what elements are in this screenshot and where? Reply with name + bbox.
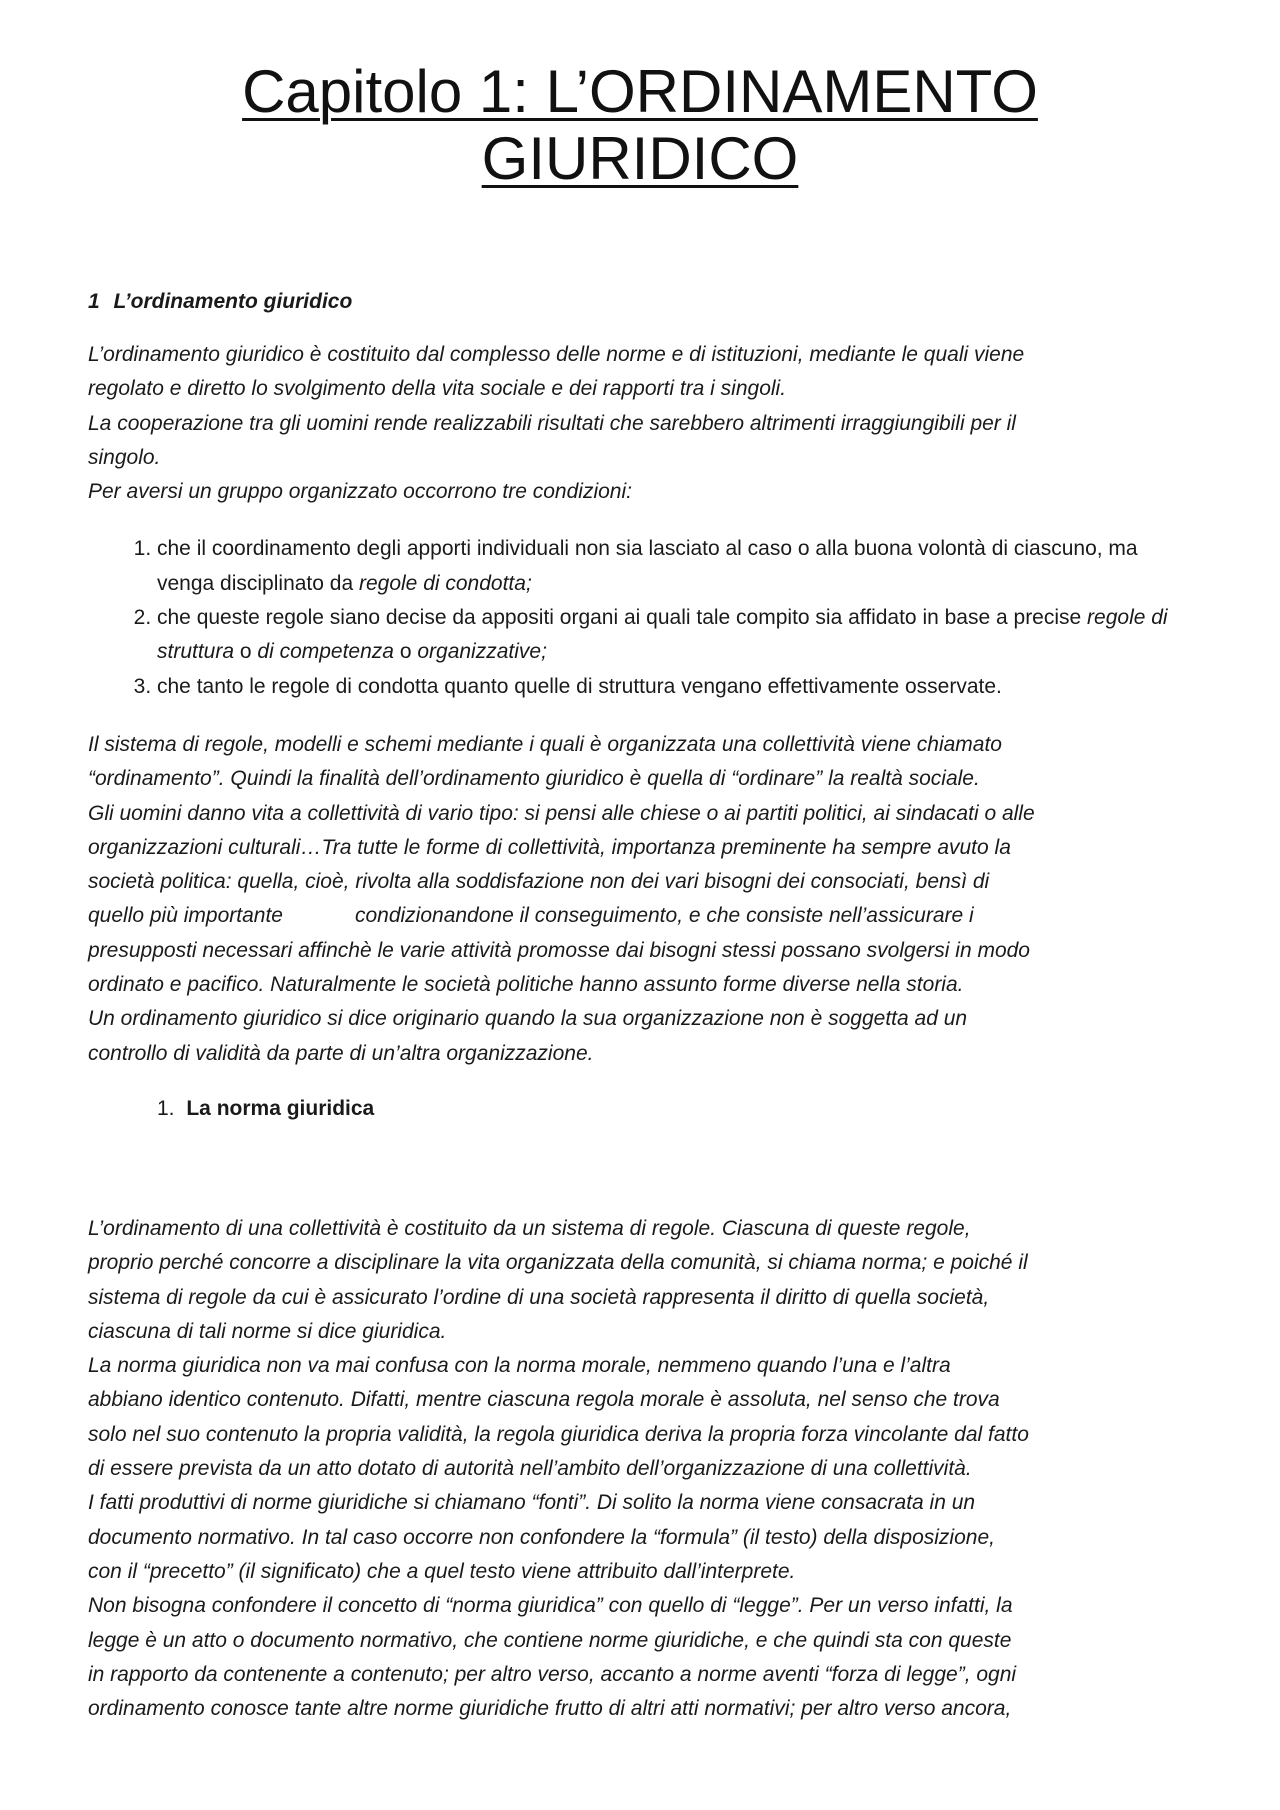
norma-paragraph xyxy=(88,1212,1192,1726)
text-line: abbiano identico contenuto. Difatti, mentre ciascuna regola morale è assoluta, nel senso che trova xyxy=(88,1388,1000,1412)
text-line: Per aversi un gruppo organizzato occorrono tre condizioni: xyxy=(88,480,632,504)
list-item-emphasis: organizzative; xyxy=(417,640,547,664)
text-fragment: quello più importante xyxy=(88,904,283,928)
text-line: singolo. xyxy=(88,445,161,469)
page-title xyxy=(88,58,1192,192)
list-item-emphasis: regole di struttura xyxy=(157,606,1168,664)
text-line: “ordinamento”. Quindi la finalità dell’ordinamento giuridico è quella di “ordinare” la realtà sociale. xyxy=(88,767,980,791)
text-line: documento normativo. In tal caso occorre non confondere la “formula” (il testo) della disposizione, xyxy=(88,1525,995,1549)
text-fragment: condizionandone il conseguimento, e che consiste nell’assicurare i xyxy=(354,904,974,928)
text-line: Un ordinamento giuridico si dice originario quando la sua organizzazione non è soggetta ad un xyxy=(88,1007,968,1031)
list-item xyxy=(157,670,1192,704)
text-line: solo nel suo contenuto la propria validità, la regola giuridica deriva la propria forza vincolante dal fatto xyxy=(88,1422,1029,1446)
text-line: di essere prevista da un atto dotato di autorità nell’ambito dell’organizzazione di una collettività. xyxy=(88,1457,972,1481)
list-item-text: che tanto le regole di condotta quanto quelle di struttura vengano effettivamente osservate. xyxy=(157,674,1002,698)
subsection-heading xyxy=(88,1097,1192,1121)
section-heading xyxy=(88,290,1192,314)
text-line: L’ordinamento di una collettività è costituito da un sistema di regole. Ciascuna di queste regole, xyxy=(88,1216,971,1240)
text-line: con il “precetto” (il significato) che a quel testo viene attribuito dall’interprete. xyxy=(88,1559,796,1583)
text-line: La cooperazione tra gli uomini rende realizzabili risultati che sarebbero altrimenti irraggiungibili per il xyxy=(88,411,1016,435)
list-item-text: o xyxy=(393,640,418,664)
text-line: ciascuna di tali norme si dice giuridica. xyxy=(88,1319,447,1343)
text-line: La norma giuridica non va mai confusa con la norma morale, nemmeno quando l’una e l’altra xyxy=(88,1354,951,1378)
list-item-text: o xyxy=(234,640,258,664)
text-line: sistema di regole da cui è assicurato l’ordine di una società rappresenta il diritto di quella società, xyxy=(88,1285,990,1309)
text-line: ordinamento conosce tante altre norme giuridiche frutto di altri atti normativi; per altro verso ancora, xyxy=(88,1697,1012,1721)
list-item-text: che queste regole siano decise da appositi organi ai quali tale compito sia affidato in base a precise xyxy=(157,606,1088,630)
text-line: in rapporto da contenente a contenuto; per altro verso, accanto a norme aventi “forza di legge”, ogni xyxy=(88,1662,1017,1686)
list-item xyxy=(157,601,1192,670)
intro-paragraph xyxy=(88,338,1192,509)
section-heading-text: L’ordinamento giuridico xyxy=(113,290,353,313)
text-line: I fatti produttivi di norme giuridiche si chiamano “fonti”. Di solito la norma viene consacrata in un xyxy=(88,1491,976,1515)
text-line: ordinato e pacifico. Naturalmente le società politiche hanno assunto forme diverse nella storia. xyxy=(88,973,964,997)
list-item xyxy=(157,532,1192,601)
list-item-emphasis: regole di condotta; xyxy=(358,571,532,595)
text-line: L’ordinamento giuridico è costituito dal complesso delle norme e di istituzioni, mediante le quali viene xyxy=(88,343,1025,366)
section-number: 1 xyxy=(88,290,100,313)
text-line: legge è un atto o documento normativo, che contiene norme giuridiche, e che quindi sta con queste xyxy=(88,1628,1012,1652)
text-line: società politica: quella, cioè, rivolta alla soddisfazione non dei vari bisogni dei consociati, bensì di xyxy=(88,870,990,894)
text-line: Non bisogna confondere il concetto di “norma giuridica” con quello di “legge”. Per un verso infatti, la xyxy=(88,1594,1013,1618)
text-line: Gli uomini danno vita a collettività di vario tipo: si pensi alle chiese o ai partiti politici, ai sindacati o alle xyxy=(88,801,1035,825)
subsection-number: 1. xyxy=(157,1096,175,1120)
text-line: regolato e diretto lo svolgimento della vita sociale e dei rapporti tra i singoli. xyxy=(88,377,787,401)
text-line: Il sistema di regole, modelli e schemi mediante i quali è organizzata una collettività viene chiamato xyxy=(88,732,1002,756)
text-line: controllo di validità da parte di un’altra organizzazione. xyxy=(88,1041,594,1065)
text-line: organizzazioni culturali…Tra tutte le forme di collettività, importanza preminente ha sempre avuto la xyxy=(88,835,1011,859)
text-line: proprio perché concorre a disciplinare la vita organizzata della comunità, si chiama norma; e poiché il xyxy=(88,1251,1028,1275)
title-line-1: Capitolo 1: L’ORDINAMENTO xyxy=(242,58,1038,125)
text-line xyxy=(88,899,1192,933)
list-item-text: che il coordinamento degli apporti individuali non sia lasciato al caso o alla buona volontà di ciascuno, ma venga disciplinato da xyxy=(157,537,1138,595)
text-line: presupposti necessari affinchè le varie attività promosse dai bisogni stessi possano svolgersi in modo xyxy=(88,938,1030,962)
title-line-2: GIURIDICO xyxy=(481,125,799,192)
ordinamento-paragraph xyxy=(88,728,1192,1071)
subsection-heading-text: La norma giuridica xyxy=(186,1096,375,1120)
conditions-list xyxy=(88,532,1192,703)
list-item-emphasis: di competenza xyxy=(257,640,394,664)
